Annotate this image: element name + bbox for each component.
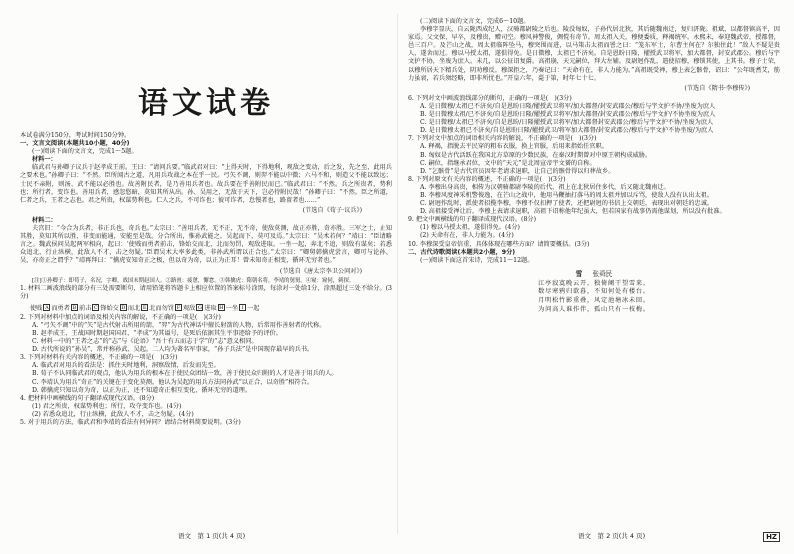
poem-line: 数尽寒鸦归欲暮，不知何处有楼台。 xyxy=(538,288,650,296)
question-2-option-a: A. “弓矢不调”中的“矢”是古代射击所用的箭，“羿”为古代神话中擅长射箭的人物，后常用作善射者的代称。 xyxy=(32,321,326,329)
section-2-heading: 二、古代诗歌阅读(本题共2小题，9分) xyxy=(408,248,516,256)
answer-segment: 而北 xyxy=(127,304,141,312)
page-title: 语文试卷 xyxy=(138,86,274,121)
question-8-option-c: C. 尉迥作乱时，派使者招揽李穆，李穆不仅扣押了使者，还把尉迥的书信上交朝廷，表现出对朝廷的忠诚。 xyxy=(420,200,714,208)
corner-mark: HZ xyxy=(763,532,780,542)
right-page xyxy=(408,0,780,554)
poem-line: 江亭寂寞晚云开，独倚阑干望雪来。 xyxy=(538,279,650,287)
question-2-option-d: D. 古代所说的“孙吴”，常并称孙武、吴起，二人均为著名军事家，“孙子兵法”是中国现存最早的兵书。 xyxy=(32,346,314,354)
answer-segment: 观敌 xyxy=(183,304,196,312)
section-1-heading: 一、文言文阅读(本题共10小题，40分) xyxy=(20,140,130,148)
answer-segment: 锋始交 xyxy=(100,304,119,312)
question-7: 7. 下列对文中加点的词语相关内容的解说，不正确的一项是( )(3分) xyxy=(408,135,597,143)
poem-author: 张舜民 xyxy=(592,269,613,278)
material-1-text: 临武君与孙卿子议兵于赵孝成王前。王曰：“请问兵要。”临武君对曰：“上得天时，下得地利，观敌之变动，后之发，先之至，此用兵之要术也。”孙卿子曰：“不然。臣所闻古之道，凡用兵攻战之本在乎一民。弓矢不调，则羿不能以中微；六马不和，则造父不能以致远；士民不亲附，则汤、武不能以必胜也。故善附民者，是乃善用兵者也。故兵要在乎善附民而已。”临武君曰：“不然。兵之所贵者，势利也；所行者，变诈也。善用兵者，感忽悠暗，莫知其所从出。孙、吴用之，无敌于天下，岂必待附民哉！”孙卿子曰：“不然。臣之所道，仁者之兵，王者之志也。君之所贵，权谋势利也。仁人之兵，不可诈也；彼可诈者，怠慢者也，路亶者也……” xyxy=(20,164,392,204)
question-9: 9. 把文中画横线的句子翻译成现代汉语。(8分) xyxy=(408,216,537,224)
question-6-option-c: C. 是日微穆/太祖已不济矣/自是恩盼/日隆擢授武卫将军/加大都督封安武郡公/穆后与宇文护不协/坐废为庶人 xyxy=(420,119,714,127)
poem-title: 雪 xyxy=(575,269,583,278)
question-3-option-d: D. 韩擒虎只知以奇为奇，以正为正，还不知道奇正相互变化、循环无穷的道理。 xyxy=(32,386,252,394)
question-3: 3. 下列对材料有关内容的概述，不正确的一项是( )(3分) xyxy=(20,354,178,362)
question-5: 5. 对于用兵的方法，临武君和李靖的看法有何异同？请结合材料简要说明。(3分) xyxy=(20,419,241,426)
question-4-item-1: (1) 君之所贵，权谋势利也；所行，攻夺变诈也。(4分) xyxy=(32,402,182,410)
answer-box-g[interactable]: G xyxy=(197,304,202,311)
question-10: 10. 李穆深受皇帝信重，具体体现在哪些方面？请简要概括。(3分) xyxy=(408,240,590,248)
part-1-instruction: (一)阅读下面的文言文，完成1～5题。 xyxy=(32,148,138,156)
poem-title-block xyxy=(408,268,780,278)
question-3-option-a: A. 临武君对用兵的看法是：抓住天时地利，洞察敌情，后发而先至。 xyxy=(32,362,220,370)
answer-box-h[interactable]: H xyxy=(219,304,224,311)
question-6: 6. 下列对文中画波浪线部分的断句，正确的一项是( )(3分) xyxy=(408,94,572,102)
question-3-option-b: B. 荀子不认同临武君的观点，他认为用兵的根本在于使民众团结一致，善于使民众归附的人才是善于用兵的人。 xyxy=(32,370,338,378)
intro-text: 本试卷满分150分，考试时间150分钟。 xyxy=(20,132,131,139)
question-1-answer-row xyxy=(30,303,392,312)
question-8-option-a: A. 李穆出身高贵，相传为汉朝骑都尉李陵的后代，祖上在北狄居住多代，后又随北魏南迁。 xyxy=(420,183,670,191)
question-1: 1. 材料二画波浪线的部分有三处需要断句，请用铅笔将答题卡上相应位置的答案标号涂黑，每涂对一处给1分，涂黑超过三处不给分。(3分) xyxy=(20,284,392,300)
left-page xyxy=(20,0,392,554)
question-8-option-d: D. 高祖接受禅让后，李穆上表请求退职，高祖下诏称他年纪虽大，但若国家有战事仍需他谋划，所以没有批准。 xyxy=(420,208,726,216)
material-1-source: (节选自《荀子·议兵》) xyxy=(302,206,362,214)
question-9-item-1: (1) 穆以马授太祖，遂俱得免。(4分) xyxy=(420,224,520,232)
question-4: 4. 把材料中画横线的句子翻译成现代汉语。(8分) xyxy=(20,394,155,402)
answer-box-b[interactable]: B xyxy=(72,304,77,311)
poem-line: 月明松竹影重叠，风定池塘冰未回。 xyxy=(538,297,650,304)
question-1-prefix: 使贱 xyxy=(30,304,43,312)
question-7-option-a: A. 释褐，指脱去平民穿的粗布衣服，换上官服，后用来指始任官职。 xyxy=(420,143,608,151)
answer-segment: 进取 xyxy=(204,304,217,312)
poem-instruction: (一)阅读下面这首宋诗，完成11～12题。 xyxy=(420,256,534,264)
question-2-option-c: C. 材料一中的“王者之志”的“志”与《论语》“吾十有五而志于学”的“志”意义相同。 xyxy=(32,338,258,346)
answer-segment: 一坐 xyxy=(225,304,239,312)
answer-box-d[interactable]: D xyxy=(121,304,126,311)
question-7-option-d: D. “乞骸骨”是古代官员因年老请求退职，让自己的骸骨得以归葬故乡。 xyxy=(420,167,615,175)
answer-segment: 北而勿罚 xyxy=(149,304,174,312)
question-2-option-b: B. 赵孝成王，王战国时期赵国国君，“孝成”为其谥号，是死后依据其生平事迹给予的评价。 xyxy=(32,329,282,337)
passage-text: 李穆字显庆，自云陇西成纪人，汉骑都尉陵之后也。陵没匈奴，子孙代居北狄，其后随魏南迁，复归汧陇。祖斌，以都督镇高平，因家焉。父文保，早卒，及穆贵，赠司空。穆风神警俊，倜傥有奇节。周太祖入关，穆便委质，释褐统军。永熙末，奉迎魏武帝，授都督，邑三百户。及芒山之战，周太祖临阵坠马，穆突围而进，以马策击太祖而詈之曰：“笼东军士，尔曹主何在？尔独住此！”敌人不疑是贵人，遂舍而过。穆以马授太祖，遂俱得免。是日微穆，太祖已不济矣。自是恩盼日隆，擢授武卫将军，加大都督，封安武郡公。穆后与宇文护不协，坐废为庶人。未几，以公征诏复爵。高祖崩，天元嗣位，拜大左辅。及尉迥作乱，遣使招穆，穆锁其使，上其书。穆子士荣，以穆所居天下精兵处，阴劝穆反。穆深拒之，乃奏记曰：“天命有在，非人力能为。”高祖既受禅，穆上表乞骸骨，诏曰：“公年既耆艾，筋力虽衰，若兵须经略，即非所忧也。”开皇六年，薨于第，时年七十七。 xyxy=(408,26,780,82)
question-8: 8. 下列对原文有关内容的概述，不正确的一项是( )(3分) xyxy=(408,175,566,183)
question-6-option-a: A. 是日微穆/太祖已不济矣/自是恩盼日隆/擢授武卫将军/加大都督/封安武郡公/穆后与宇文护不协/坐废为庶人 xyxy=(420,102,716,110)
page-divider xyxy=(397,14,398,534)
answer-box-c[interactable]: C xyxy=(93,304,98,311)
footer-left: 语文 第 1 页(共 4 页) xyxy=(178,532,246,540)
material-1-label: 材料一： xyxy=(32,156,57,164)
answer-box-a[interactable]: A xyxy=(45,304,49,311)
question-2: 2. 下列对材料中加点的词语及相关内容的解说，不正确的一项是( )(3分) xyxy=(20,313,221,321)
question-6-option-d: D. 是日微穆太祖已不济矣/自是恩盼日隆/擢授武卫/将军加大都督/封安武郡公/穆后与宇文护不协坐废/为庶人 xyxy=(420,127,714,135)
answer-box-i[interactable]: I xyxy=(239,304,246,311)
question-7-option-c: C. 嗣位，指继承君位，文中的“天元”是北周宣帝宇文赟的自称。 xyxy=(420,159,596,167)
answer-segment: 一起 xyxy=(247,304,260,312)
answer-box-f[interactable]: F xyxy=(176,304,181,311)
question-4-item-2: (2) 若悉众追北，行止纵横，此敌人不才，击之勿疑。(4分) xyxy=(32,410,194,418)
answer-segment: 前击 xyxy=(78,304,92,312)
question-9-item-2: (2) 天命有在，非人力能为。(4分) xyxy=(420,232,514,240)
material-2-note: [注]①孙卿子：即荀子，名况，字卿，战国末期赵国人。②路亶：疲惫，懈怠。③韩擒虎：隋朝名将，李靖的舅舅。④窥：窥伺，刺探。 xyxy=(32,277,355,284)
question-6-option-b: B. 是日微穆太祖/已不济矣/自是恩盼日隆/擢授武卫将军/加大都督/封安武郡公/穆后与宇文护/不协坐废为庶人 xyxy=(420,111,716,119)
question-3-option-c: C. 李靖认为用兵“奇正”的关键在于变化莫测，他认为吴起的用兵方法同孙武“以正合，以奇胜”相符合。 xyxy=(32,378,313,386)
passage-source: (节选自《隋书·李穆传》) xyxy=(684,84,750,92)
question-7-option-b: B. 匈奴是古代活跃在我国北方草原的少数民族，在秦汉时期曾对中原王朝构成威胁。 xyxy=(420,151,652,159)
question-8-option-b: B. 李穆风度神采机警俊逸，在芒山之战中，他用马鞭抽打落马的周太祖并加以斥骂，使敌人没有认出太祖。 xyxy=(420,191,714,199)
material-2-label: 材料二： xyxy=(32,216,57,224)
answer-box-e[interactable]: E xyxy=(142,304,147,311)
footer-right: 语文 第 2 页(共 4 页) xyxy=(578,532,646,540)
material-2-text: 夫宫旧：“今合为兵者，非正兵也，奇兵也。”太宗曰：“善用兵者，无不正，无不奇，使敌莫测，故正亦胜，奇亦胜。三军之士，止知其胜，莫知其所以胜，非变而能通，安能至是哉。分合所出，惟孙武能之。吴起而下，莫可及焉。”太宗曰：“吴术若何？”靖曰：“臣请略言之。魏武侯问吴起两军相向，起曰：‘使贱而勇者前击，锋始交而北，北而勿罚，观敌进取。一坐一起，奔北不追，则敌有谋矣；若悉众追北，行止纵横，此敌人不才，击之勿疑。’臣谓吴术大率多此类，非孙武所谓以正合也。”太宗曰：“卿舅韩擒虎尝言，卿可与论孙、吴，亦奇正之谓乎？”靖再拜曰：“擒虎安知奇正之极，但以奇为奇，以正为正耳！曾未知奇正相变，循环无穷者也。” xyxy=(20,225,392,265)
answer-segment: 而勇者 xyxy=(51,304,70,312)
material-2-source: (节选自《唐太宗李卫公问对》) xyxy=(279,267,362,275)
poem-body xyxy=(408,280,780,314)
part-2-instruction: (二)阅读下面的文言文，完成6～10题。 xyxy=(420,18,530,25)
poem-line: 为问高人谁作伴，孤山只有一枝梅。 xyxy=(538,305,650,313)
